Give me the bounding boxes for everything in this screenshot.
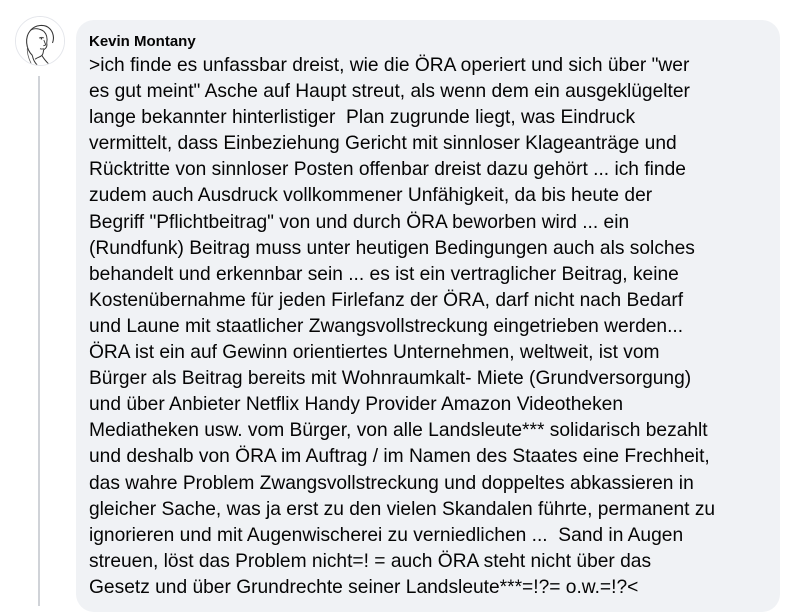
comment-author-name[interactable]: Kevin Montany [89, 33, 196, 50]
author-avatar[interactable] [15, 16, 65, 66]
reply-thread-line [38, 76, 40, 606]
line-drawing-face-icon [16, 17, 64, 65]
comment-body-text: >ich finde es unfassbar dreist, wie die ÖRA operiert und sich über "wer es gut meint" Asche auf Haupt streut, als wenn dem ein ausgeklügelter lange bekannter hinterlistiger Plan zugrunde liegt, was Eindruck vermittelt, dass Einbeziehung Gericht mit sinnloser Klageanträge und Rücktritte von sinnloser Posten offenbar dreist dazu gehört ... ich finde zudem auch Ausdruck vollkommener Unfähigkeit, da bis heute der Begriff "Pflichtbeitrag" von und durch ÖRA beworben wird ... ein (Rundfunk) Beitrag muss unter heutigen Bedingungen auch als solches behandelt und erkennbar sein ... es ist ein vertraglicher Beitrag, keine Kostenübernahme für jeden Firlefanz der ÖRA, darf nicht nach Bedarf und Laune mit staatlicher Zwangsvollstreckung eingetrieben werden... ÖRA ist ein auf Gewinn orientiertes Unternehmen, weltweit, ist vom Bürger als Beitrag bereits mit Wohnraumkalt- Miete (Grundversorgung) und über Anbieter Netflix Handy Provider Amazon Videotheken Mediatheken usw. vom Bürger, von alle Landsleute*** solidarisch bezahlt und deshalb von ÖRA im Auftrag / im Namen des Staates eine Frechheit, das wahre Problem Zwangsvollstreckung und doppeltes abkassieren in gleicher Sache, was ja erst zu den vielen Skandalen führte, permanent zu ignorieren und mit Augenwischerei zu verniedlichen ... Sand in Augen streuen, löst das Problem nicht=! = auch ÖRA steht nicht über das Gesetz und über Grundrechte seiner Landsleute***=!?= o.w.=!?< [89, 55, 716, 598]
comment-bubble [76, 20, 780, 612]
